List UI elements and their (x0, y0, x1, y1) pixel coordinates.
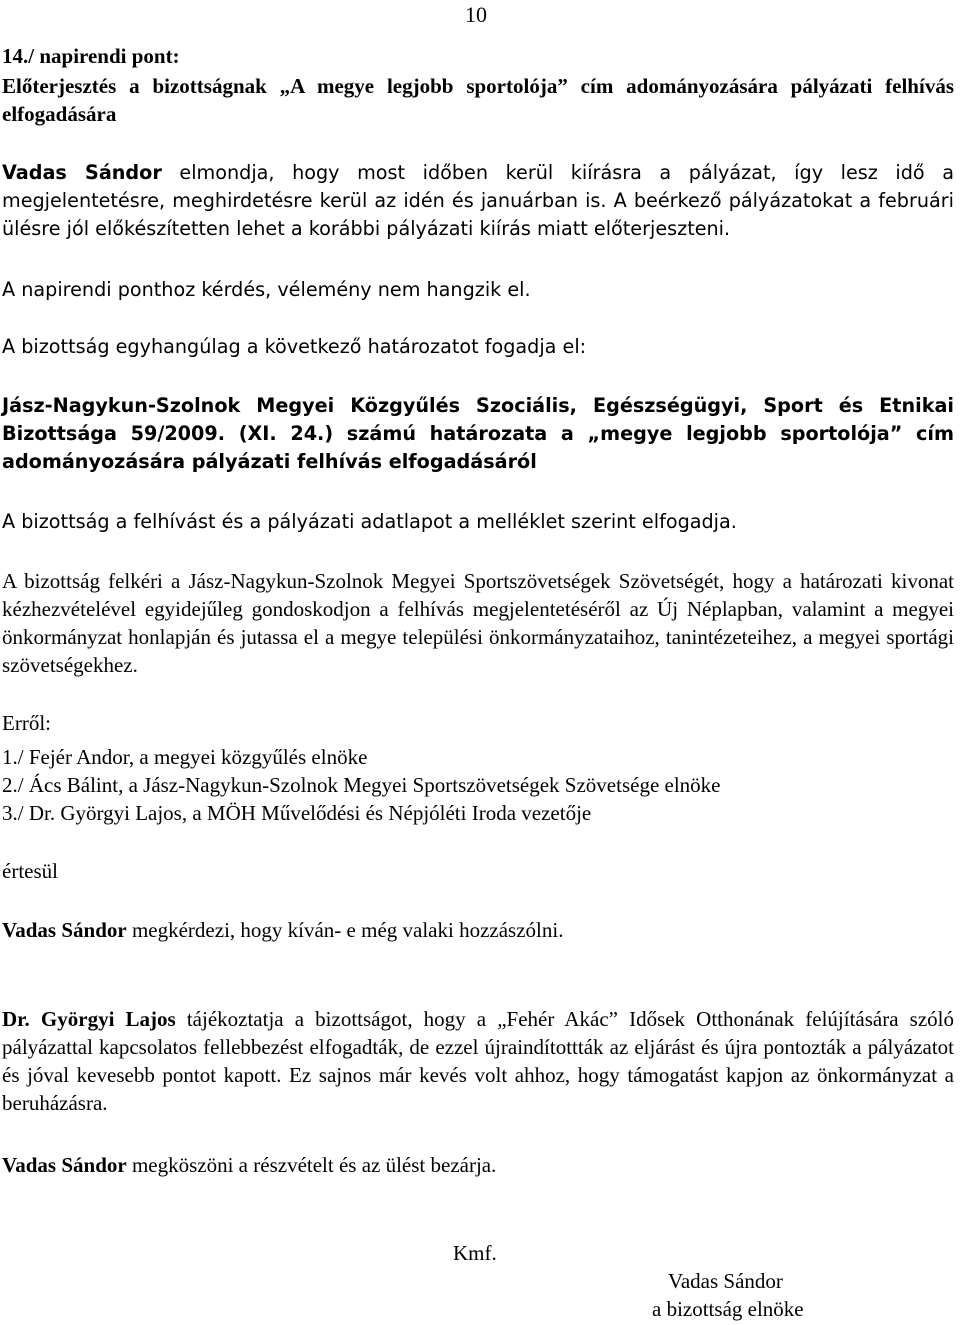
paragraph-vadas-intro (2, 159, 954, 243)
paragraph-text: elmondja, hogy most időben kerül kiírásra a pályázat, így lesz idő a megjelentetésre, meghirdetésre kerül az idén és januárban is. A beérkező pályázatokat a februári ülésre jól előkészítetten lehet a korábbi pályázati kiírás miatt előterjeszteni. (2, 161, 954, 240)
agenda-heading: 14./ napirendi pont: (2, 44, 180, 68)
signature-role: a bizottság elnöke (652, 1297, 804, 1321)
paragraph-no-questions: A napirendi ponthoz kérdés, vélemény nem hangzik el. (2, 278, 531, 301)
paragraph-closing (2, 1151, 954, 1179)
resolution-title-line: adományozására pályázati felhívás elfogadásáról (2, 450, 537, 473)
agenda-title: Előterjesztés a bizottságnak „A megye legjobb sportolója” cím adományozására pályázati felhívás elfogadására (2, 74, 954, 126)
speaker-name: Vadas Sándor (2, 918, 127, 942)
resolution-title-line: Bizottsága 59/2009. (XI. 24.) számú határozata a „megye legjobb sportolója” cím (2, 422, 954, 445)
paragraph-text: megköszöni a részvételt és az ülést bezárja. (126, 1153, 497, 1177)
notify-ertesul: értesül (2, 859, 58, 883)
resolution-text-accept: A bizottság a felhívást és a pályázati adatlapot a melléklet szerint elfogadja. (2, 510, 737, 533)
resolution-title-line: Jász-Nagykun-Szolnok Megyei Közgyűlés Szociális, Egészségügyi, Sport és Etnikai (2, 394, 954, 417)
page-number: 10 (465, 2, 487, 27)
notify-item: 1./ Fejér Andor, a megyei közgyűlés elnöke (2, 745, 368, 769)
paragraph-decision-intro: A bizottság egyhangúlag a következő határozatot fogadja el: (2, 335, 587, 358)
speaker-name: Dr. Györgyi Lajos (2, 1007, 176, 1031)
paragraph-text: megkérdezi, hogy kíván- e még valaki hozzászólni. (126, 918, 564, 942)
signature-name: Vadas Sándor (668, 1269, 783, 1293)
notify-item: 3./ Dr. Györgyi Lajos, a MÖH Művelődési és Népjóléti Iroda vezetője (2, 801, 592, 825)
resolution-text-request: A bizottság felkéri a Jász-Nagykun-Szolnok Megyei Sportszövetségek Szövetségét, hogy a határozati kivonat kézhezvételével egyidejűleg gondoskodjon a felhívás megjelentetéséről az Új Néplapban, valamint a megyei önkormányzat honlapján és jutassa el a megye települési önkormányzataihoz, tanintézeteihez, a megyei sportági szövetségekhez. (2, 569, 954, 677)
notify-item: 2./ Ács Bálint, a Jász-Nagykun-Szolnok Megyei Sportszövetségek Szövetsége elnöke (2, 773, 721, 797)
speaker-name: Vadas Sándor (2, 161, 162, 184)
notify-label: Erről: (2, 711, 51, 735)
paragraph-vadas-question (2, 916, 954, 944)
signature-kmf: Kmf. (453, 1241, 497, 1265)
speaker-name: Vadas Sándor (2, 1153, 127, 1177)
paragraph-gyorgyi-info (2, 1005, 954, 1117)
paragraph-text: tájékoztatja a bizottságot, hogy a „Fehér Akác” Idősek Otthonának felújítására szóló pályázattal kapcsolatos fellebbezést elfogadták, de ezzel újraindítottták az eljárást és újra pontozták a pályázatot és jóval kevesebb pontot kapott. Ez sajnos már kevés volt ahhoz, hogy támogatást kapjon az önkormányzat a beruházásra. (2, 1007, 954, 1115)
resolution-title (2, 392, 954, 476)
